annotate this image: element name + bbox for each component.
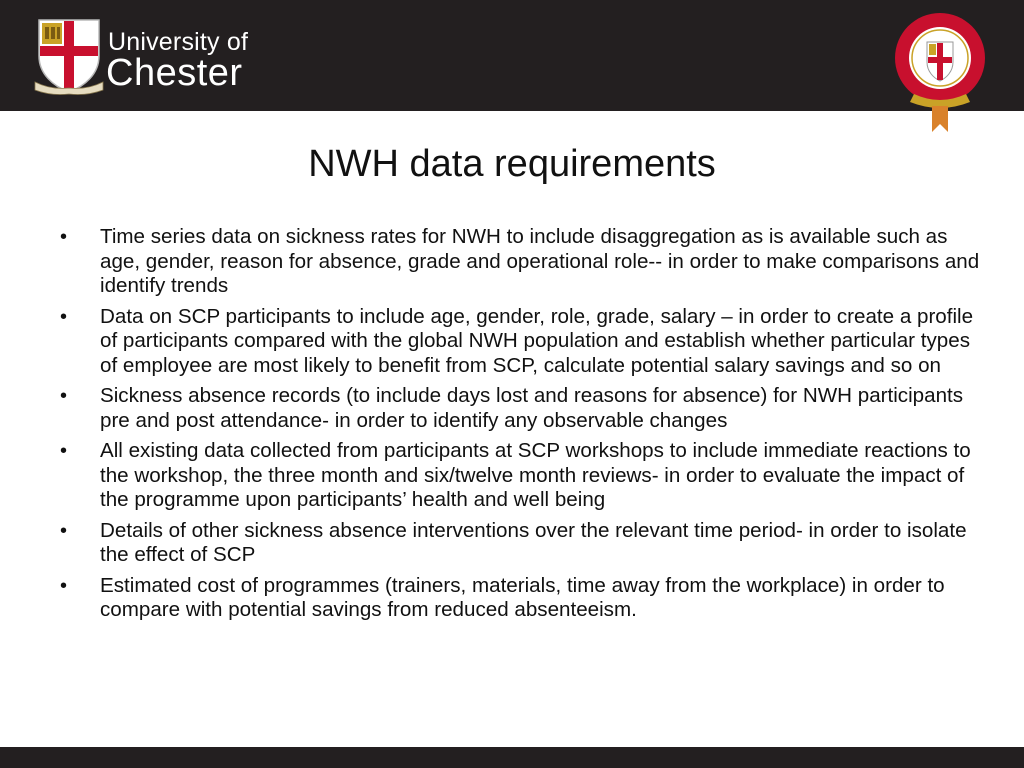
bullet-list — [56, 225, 986, 629]
header-bar — [0, 0, 1024, 111]
bullet-text: Data on SCP participants to include age, gender, role, grade, salary – in order to create a profile of participants compared with the global NWH population and establish whether particular types of employee are most likely to benefit from SCP, calculate potential salary savings and so on — [100, 304, 974, 377]
bullet-item — [56, 225, 986, 299]
bullet-marker: • — [60, 574, 68, 597]
footer-bar — [0, 747, 1024, 768]
bullet-marker: • — [60, 226, 68, 248]
logo-line-2: Chester — [106, 52, 243, 94]
bullet-text: Sickness absence records (to include days lost and reasons for absence) for NWH participants pre and post attendance- in order to identify any observable changes — [100, 384, 964, 432]
bullet-marker: • — [60, 440, 68, 462]
anniversary-seal-icon — [892, 10, 988, 132]
bullet-marker: • — [60, 385, 68, 407]
slide-title: NWH data requirements — [308, 143, 716, 185]
bullet-marker: • — [60, 305, 68, 328]
bullet-text: All existing data collected from participants at SCP workshops to include immediate reactions to the workshop, the three month and six/twelve month reviews- in order to evaluate the impact of the programme upon participants’ health and well being — [100, 439, 971, 511]
bullet-text: Time series data on sickness rates for NWH to include disaggregation as is available such as age, gender, reason for absence, grade and operational role-- in order to make comparisons and identify trends — [100, 225, 980, 297]
bullet-marker: • — [60, 519, 68, 542]
bullet-text: Details of other sickness absence interventions over the relevant time period- in order to isolate the effect of SCP — [100, 518, 967, 566]
bullet-item — [56, 439, 986, 513]
university-shield-icon — [33, 16, 105, 96]
bullet-text: Estimated cost of programmes (trainers, materials, time away from the workplace) in order to compare with potential savings from reduced absenteeism. — [100, 573, 945, 621]
bullet-item — [56, 384, 986, 433]
logo-line-1: University of — [108, 28, 249, 56]
bullet-item — [56, 519, 986, 568]
bullet-item — [56, 305, 986, 379]
university-logo[interactable] — [33, 14, 273, 96]
bullet-item — [56, 574, 986, 623]
